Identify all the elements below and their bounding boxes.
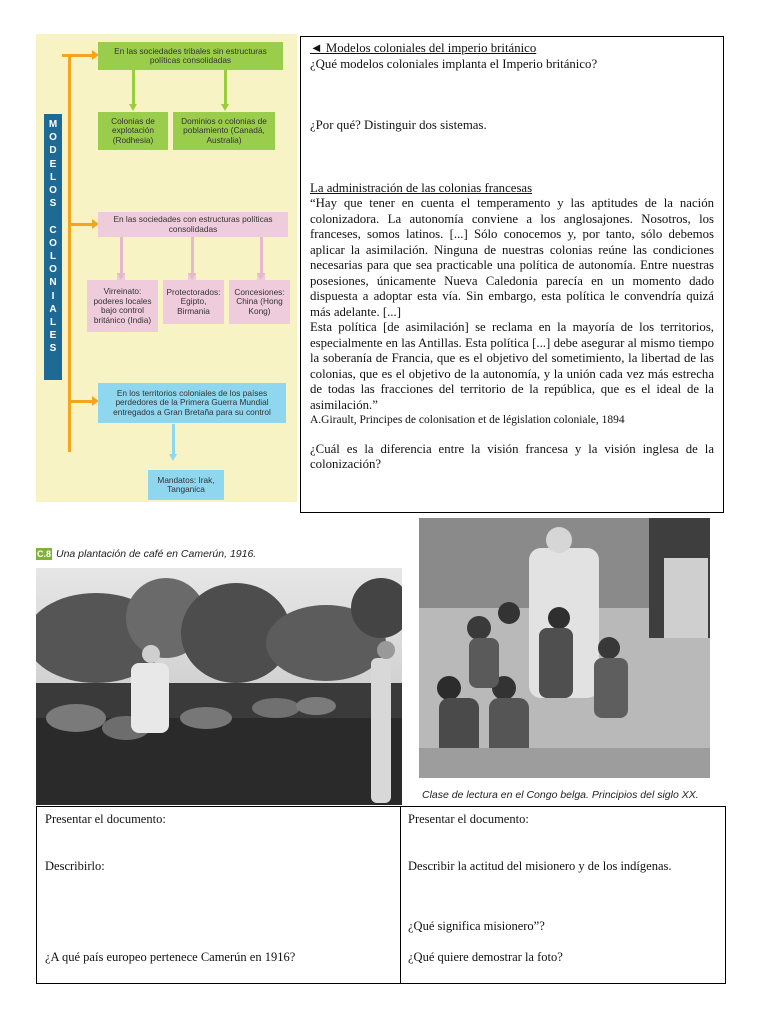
right-meaning-question: ¿Qué significa misionero”? — [408, 919, 545, 933]
connector — [71, 400, 93, 403]
connector — [224, 70, 227, 104]
quote-part-1: “Hay que tener en cuenta el temperamento y las aptitudes de la nación colonizadora. La autonomía conviene a los anglosajones. Nosotros, los franceses, somos latinos. [...] Sólo conocemos y, por tanto, sólo debemos aplicar la asimilación. Ninguna de nuestras colonias reúne las condiciones necesarias para que sea practicable una política de autonomía. Entre nuestras posesiones, únicamente Nueva Caledonia parecía en un momento dado dispuesta a adoptar esta vía. Sin embargo, esta política le convendría quizá más adelante. [...] — [310, 196, 714, 319]
connector — [120, 235, 123, 273]
left-country-question: ¿A qué país europeo pertenece Camerún en 1916? — [45, 950, 296, 964]
right-describe-prompt: Describir la actitud del misionero y de los indígenas. — [408, 859, 672, 873]
heading-french-administration: La administración de las colonias francesas — [310, 180, 533, 195]
box-consolidated-societies: En las sociedades con estructuras políticas consolidadas — [98, 212, 288, 237]
box-protectorates: Protectorados: Egipto, Birmania — [163, 280, 224, 324]
connector — [68, 54, 71, 452]
coffee-plantation-image — [36, 568, 402, 805]
left-describe-prompt: Describirlo: — [45, 859, 105, 873]
question-difference: ¿Cuál es la diferencia entre la visión francesa y la visión inglesa de la colonización? — [310, 441, 714, 471]
arrow-down-icon — [117, 273, 125, 280]
question-british-models: ¿Qué modelos coloniales implanta el Imperio británico? — [310, 56, 598, 71]
quote-source: A.Girault, Principes de colonisation et de législation coloniale, 1894 — [310, 414, 625, 426]
quote-part-2: Esta política [de asimilación] se reclama en la mayoría de los territorios, especialmente en las Antillas. Esta política [...] debe asegurar al mismo tiempo la soberanía de Francia, que es el objetivo del sometimiento, la libertad de las colonias, que es el objetivo de la autonomía, y la unión cada vez más estrecha de todas las fracciones del territorio de la república, que es el ideal de la asimilación.” — [310, 320, 714, 412]
connector — [260, 235, 263, 273]
right-purpose-question: ¿Qué quiere demostrar la foto? — [408, 950, 563, 964]
box-viceroyalty: Virreinato: poderes locales bajo control británico (India) — [87, 280, 158, 332]
arrow-down-icon — [169, 454, 177, 461]
left-present-prompt: Presentar el documento: — [45, 812, 166, 826]
right-present-prompt: Presentar el documento: — [408, 812, 529, 826]
arrow-down-icon — [188, 273, 196, 280]
figure-tag: C.8 — [36, 549, 51, 559]
box-concessions: Concesiones: China (Hong Kong) — [229, 280, 290, 324]
box-tribal-societies: En las sociedades tribales sin estructuras políticas consolidadas — [98, 42, 283, 70]
side-label-bar — [44, 114, 62, 380]
box-wwi-territories: En los territorios coloniales de los países perdedores de la Primera Guerra Mundial entregados a Gran Bretaña para su control — [98, 383, 286, 423]
box-exploitation-colonies: Colonias de explotación (Rodhesia) — [98, 112, 168, 150]
congo-class-photo — [419, 518, 710, 778]
colonial-models-diagram — [36, 34, 297, 502]
side-label: M O D E L O S C O L O N I A L E S — [48, 119, 58, 355]
connector — [191, 235, 194, 273]
right-photo-caption: Clase de lectura en el Congo belga. Principios del siglo XX. — [422, 789, 699, 801]
box-settlement-colonies: Dominios o colonias de poblamiento (Canadá, Australia) — [173, 112, 275, 150]
right-questions-box — [400, 806, 726, 984]
box-mandates: Mandatos: Irak, Tanganica — [148, 470, 224, 500]
connector — [172, 424, 175, 454]
arrow-down-icon — [257, 273, 265, 280]
heading-british-models: ◄ Modelos coloniales del imperio británico — [310, 41, 537, 55]
coffee-plantation-photo — [36, 568, 402, 805]
connector — [71, 54, 93, 57]
left-photo-caption: Una plantación de café en Camerún, 1916. — [56, 548, 257, 560]
question-why: ¿Por qué? Distinguir dos sistemas. — [310, 118, 487, 132]
connector — [132, 70, 135, 104]
congo-class-image — [419, 518, 710, 778]
left-questions-box — [36, 806, 401, 984]
arrow-down-icon — [221, 104, 229, 111]
arrow-down-icon — [129, 104, 137, 111]
reading-text-box — [300, 36, 724, 513]
connector — [71, 223, 93, 226]
